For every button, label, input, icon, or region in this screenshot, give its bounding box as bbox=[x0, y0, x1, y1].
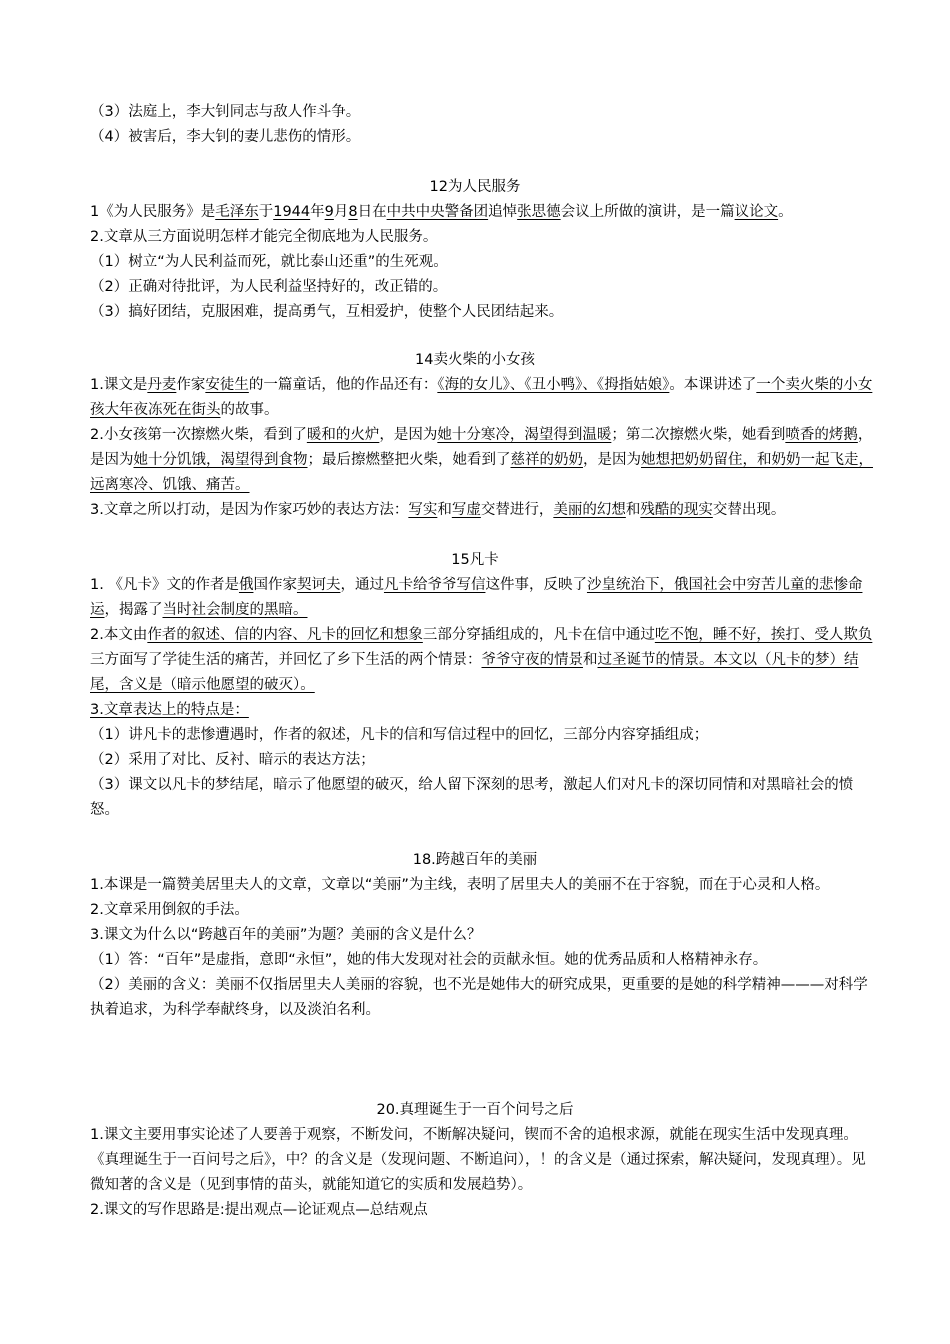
paragraph: （3）法庭上，李大钊同志与敌人作斗争。 bbox=[90, 104, 361, 120]
paragraph: （2）正确对待批评，为人民利益坚持好的，改正错的。 bbox=[90, 279, 448, 295]
paragraph: 2.文章从三方面说明怎样才能完全彻底地为人民服务。 bbox=[90, 229, 438, 245]
paragraph: 1.本课是一篇赞美居里夫人的文章，文章以“美丽”为主线，表明了居里夫人的美丽不在于容貌，而在于心灵和人格。 bbox=[90, 877, 830, 893]
section-li-dazhao-continued bbox=[90, 100, 875, 150]
paragraph: （1）答：“百年”是虚指，意即“永恒”，她的伟大发现对社会的贡献永恒。她的优秀品质和人格精神永存。 bbox=[90, 952, 768, 968]
paragraph: （1）讲凡卡的悲惨遭遇时，作者的叙述，凡卡的信和写信过程中的回忆，三部分内容穿插组成； bbox=[90, 727, 709, 743]
paragraph: 1.课文主要用事实论述了人要善于观察，不断发问，不断解决疑问，锲而不舍的追根求源，就能在现实生活中发现真理。 bbox=[90, 1127, 858, 1143]
paragraph: （2）美丽的含义：美丽不仅指居里夫人美丽的容貌，也不光是她伟大的研究成果，更重要的是她的科学精神———对科学执着追求，为科学奉献终身，以及淡泊名利。 bbox=[90, 977, 868, 1018]
paragraph: （4）被害后，李大钊的妻儿悲伤的情形。 bbox=[90, 129, 361, 145]
section-12-body bbox=[90, 200, 875, 325]
paragraph: 2.课文的写作思路是:提出观点—论证观点—总结观点 bbox=[90, 1202, 428, 1218]
paragraph: 2.本文由作者的叙述、信的内容、凡卡的回忆和想象三部分穿插组成的，凡卡在信中通过吃不饱，睡不好，挨打、受人欺负三方面写了学徒生活的痛苦，并回忆了乡下生活的两个情景：爷爷守夜的情景和过圣诞节的情景。本文以（凡卡的梦）结尾，含义是（暗示他愿望的破灭）。 bbox=[90, 627, 873, 693]
section-title-18: 18.跨越百年的美丽 bbox=[412, 852, 538, 868]
section-14-body bbox=[90, 373, 875, 523]
section-title-15: 15凡卡 bbox=[451, 552, 499, 568]
section-15-body bbox=[90, 573, 875, 823]
paragraph: 3.文章表达上的特点是： bbox=[90, 702, 249, 718]
paragraph: 3.文章之所以打动，是因为作家巧妙的表达方法：写实和写虚交替进行，美丽的幻想和残酷的现实交替出现。 bbox=[90, 502, 786, 518]
section-18-body bbox=[90, 873, 875, 1023]
section-title-12: 12为人民服务 bbox=[429, 179, 521, 195]
paragraph: （3）课文以凡卡的梦结尾，暗示了他愿望的破灭，给人留下深刻的思考，激起人们对凡卡的深切同情和对黑暗社会的愤怒。 bbox=[90, 777, 854, 818]
paragraph: （1）树立“为人民利益而死，就比泰山还重”的生死观。 bbox=[90, 254, 448, 270]
section-title-14: 14卖火柴的小女孩 bbox=[415, 352, 535, 368]
paragraph: 2.文章采用倒叙的手法。 bbox=[90, 902, 249, 918]
section-20-body bbox=[90, 1123, 875, 1223]
paragraph: 3.课文为什么以“跨越百年的美丽”为题？美丽的含义是什么？ bbox=[90, 927, 482, 943]
paragraph: 2.小女孩第一次擦燃火柴，看到了暖和的火炉，是因为她十分寒冷，渴望得到温暖；第二次擦燃火柴，她看到喷香的烤鹅，是因为她十分饥饿，渴望得到食物；最后擦燃整把火柴，她看到了慈祥的奶奶，是因为她想把奶奶留住，和奶奶一起飞走，远离寒冷、饥饿、痛苦。 bbox=[90, 427, 873, 493]
section-title-20: 20.真理诞生于一百个问号之后 bbox=[376, 1102, 574, 1118]
paragraph: （2）采用了对比、反衬、暗示的表达方法； bbox=[90, 752, 375, 768]
paragraph: 《真理诞生于一百问号之后》，中？的含义是（发现问题、不断追问），！的含义是（通过探索，解决疑问，发现真理）。见微知著的含义是（见到事情的苗头，就能知道它的实质和发展趋势）。 bbox=[90, 1152, 866, 1193]
paragraph: 1.课文是丹麦作家安徒生的一篇童话，他的作品还有：《海的女儿》、《丑小鸭》、《拇指姑娘》。本课讲述了一个卖火柴的小女孩大年夜冻死在街头的故事。 bbox=[90, 377, 873, 418]
paragraph: 1. 《凡卡》文的作者是俄国作家契诃夫，通过凡卡给爷爷写信这件事，反映了沙皇统治下，俄国社会中穷苦儿童的悲惨命运，揭露了当时社会制度的黑暗。 bbox=[90, 577, 863, 618]
paragraph: （3）搞好团结，克服困难，提高勇气，互相爱护，使整个人民团结起来。 bbox=[90, 304, 564, 320]
paragraph: 1《为人民服务》是毛泽东于1944年9月8日在中共中央警备团追悼张思德会议上所做的演讲，是一篇议论文。 bbox=[90, 204, 793, 220]
